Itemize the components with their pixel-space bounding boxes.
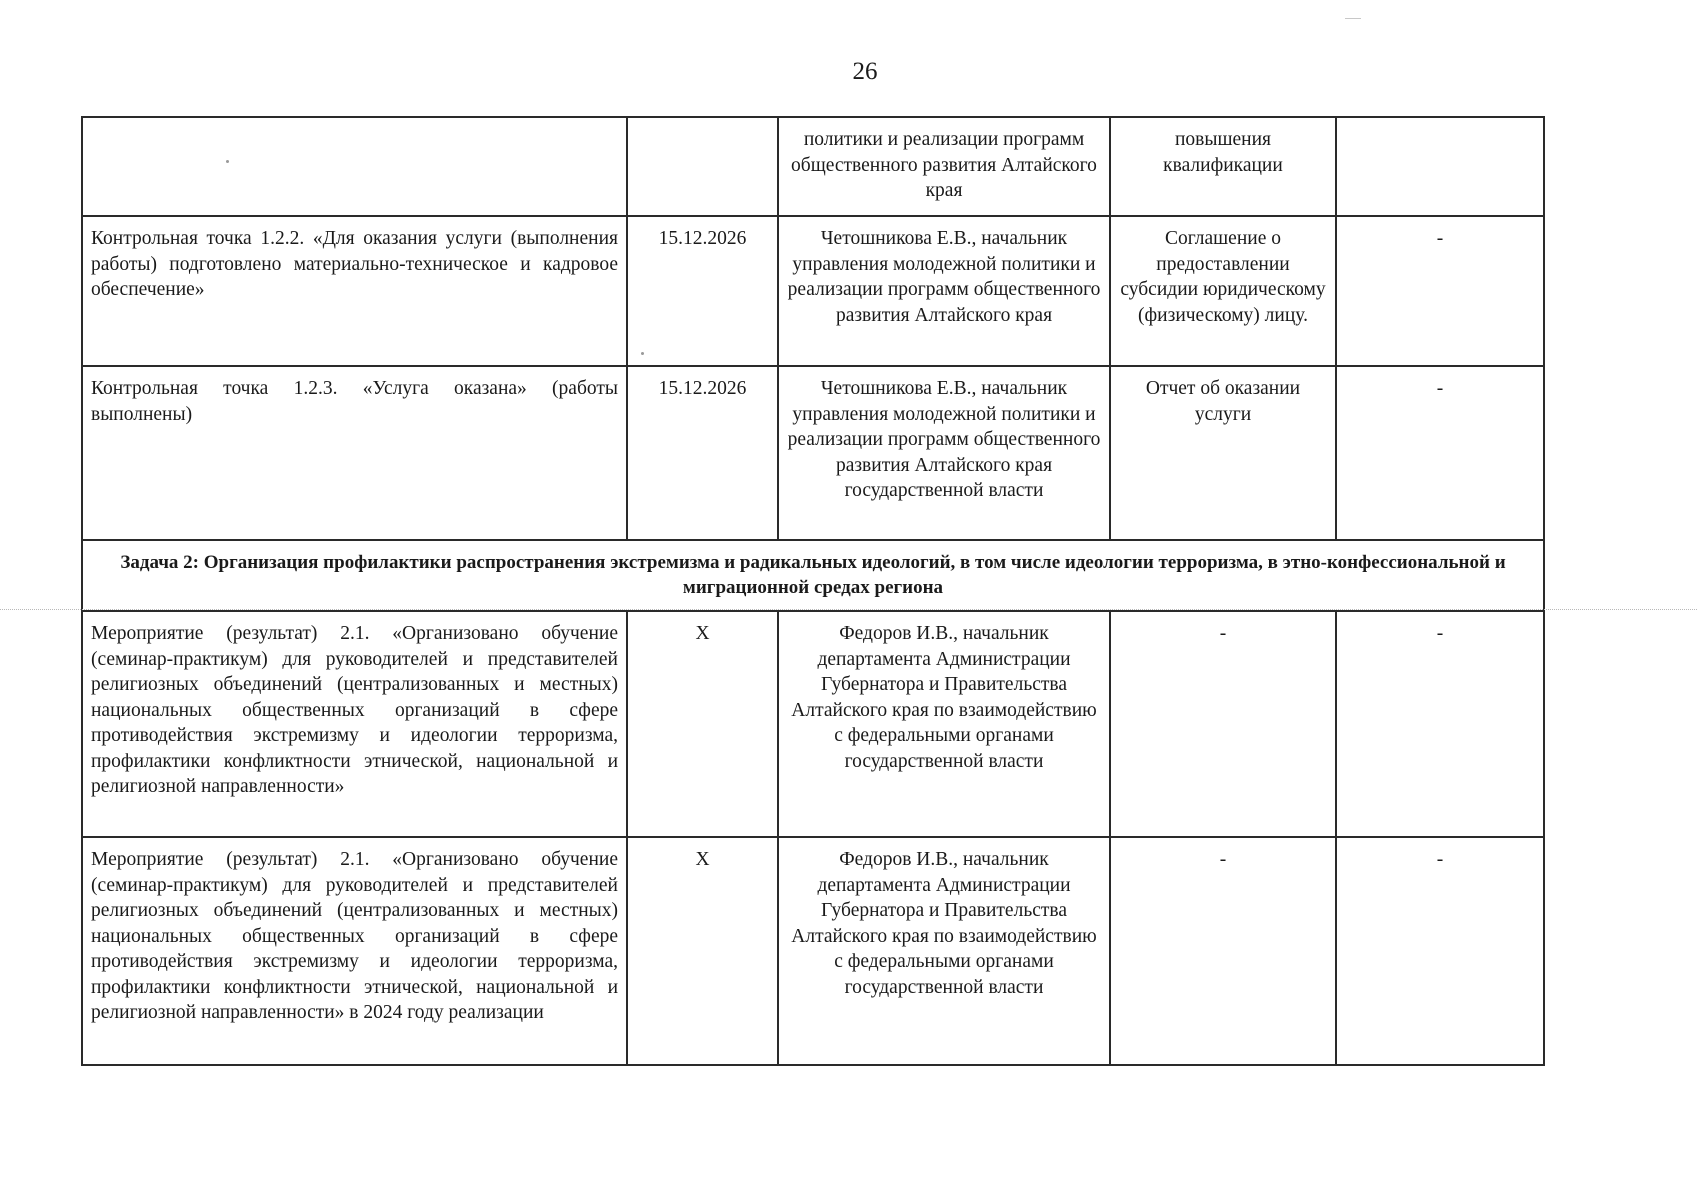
cell-name: Контрольная точка 1.2.3. «Услуга оказана» (работы выполнены) — [82, 366, 627, 540]
cell-document: - — [1110, 611, 1336, 837]
table-row — [82, 837, 1544, 1065]
cell-document: повышения квалификации — [1110, 117, 1336, 216]
cell-name: Мероприятие (результат) 2.1. «Организовано обучение (семинар-практикум) для руководителей и представителей религиозных объединений (централизованных и местных) национальных общественных организаций в сфере противодействия экстремизму и идеологии терроризма, профилактики конфликтности этнической, национальной и религиозной направленности» в 2024 году реализации — [82, 837, 627, 1065]
task-row — [82, 540, 1544, 611]
cell-document: - — [1110, 837, 1336, 1065]
cell-name: Контрольная точка 1.2.2. «Для оказания услуги (выполнения работы) подготовлено материально-техническое и кадровое обеспечение» — [82, 216, 627, 366]
cell-name — [82, 117, 627, 216]
table-row — [82, 611, 1544, 837]
cell-date: 15.12.2026 — [627, 216, 778, 366]
scan-artifact-line — [0, 609, 1697, 610]
scan-speck — [641, 352, 644, 355]
cell-date: Х — [627, 611, 778, 837]
cell-document: Отчет об оказании услуги — [1110, 366, 1336, 540]
cell-responsible: Федоров И.В., начальник департамента Администрации Губернатора и Правительства Алтайского края по взаимодействию с федеральными органами государственной власти — [778, 837, 1110, 1065]
table-row — [82, 366, 1544, 540]
scan-artifact — [1345, 18, 1361, 19]
cell-note: - — [1336, 611, 1544, 837]
cell-name: Мероприятие (результат) 2.1. «Организовано обучение (семинар-практикум) для руководителей и представителей религиозных объединений (централизованных и местных) национальных общественных организаций в сфере противодействия экстремизму и идеологии терроризма, профилактики конфликтности этнической, национальной и религиозной направленности» — [82, 611, 627, 837]
cell-date: 15.12.2026 — [627, 366, 778, 540]
scan-speck — [226, 160, 229, 163]
table-row — [82, 117, 1544, 216]
cell-responsible: Четошникова Е.В., начальник управления молодежной политики и реализации программ общественного развития Алтайского края — [778, 216, 1110, 366]
cell-note: - — [1336, 837, 1544, 1065]
cell-note: - — [1336, 216, 1544, 366]
cell-responsible: политики и реализации программ общественного развития Алтайского края — [778, 117, 1110, 216]
cell-note: - — [1336, 366, 1544, 540]
task-heading: Задача 2: Организация профилактики распространения экстремизма и радикальных идеологий, в том числе идеологии терроризма, в этно-конфессиональной и миграционной средах региона — [82, 540, 1544, 611]
page-number: 26 — [852, 58, 878, 85]
cell-document: Соглашение о предоставлении субсидии юридическому (физическому) лицу. — [1110, 216, 1336, 366]
cell-date: Х — [627, 837, 778, 1065]
table-row — [82, 216, 1544, 366]
cell-date — [627, 117, 778, 216]
cell-responsible: Федоров И.В., начальник департамента Администрации Губернатора и Правительства Алтайского края по взаимодействию с федеральными органами государственной власти — [778, 611, 1110, 837]
plan-table — [81, 116, 1545, 1066]
cell-note — [1336, 117, 1544, 216]
cell-responsible: Четошникова Е.В., начальник управления молодежной политики и реализации программ общественного развития Алтайского края государственной власти — [778, 366, 1110, 540]
